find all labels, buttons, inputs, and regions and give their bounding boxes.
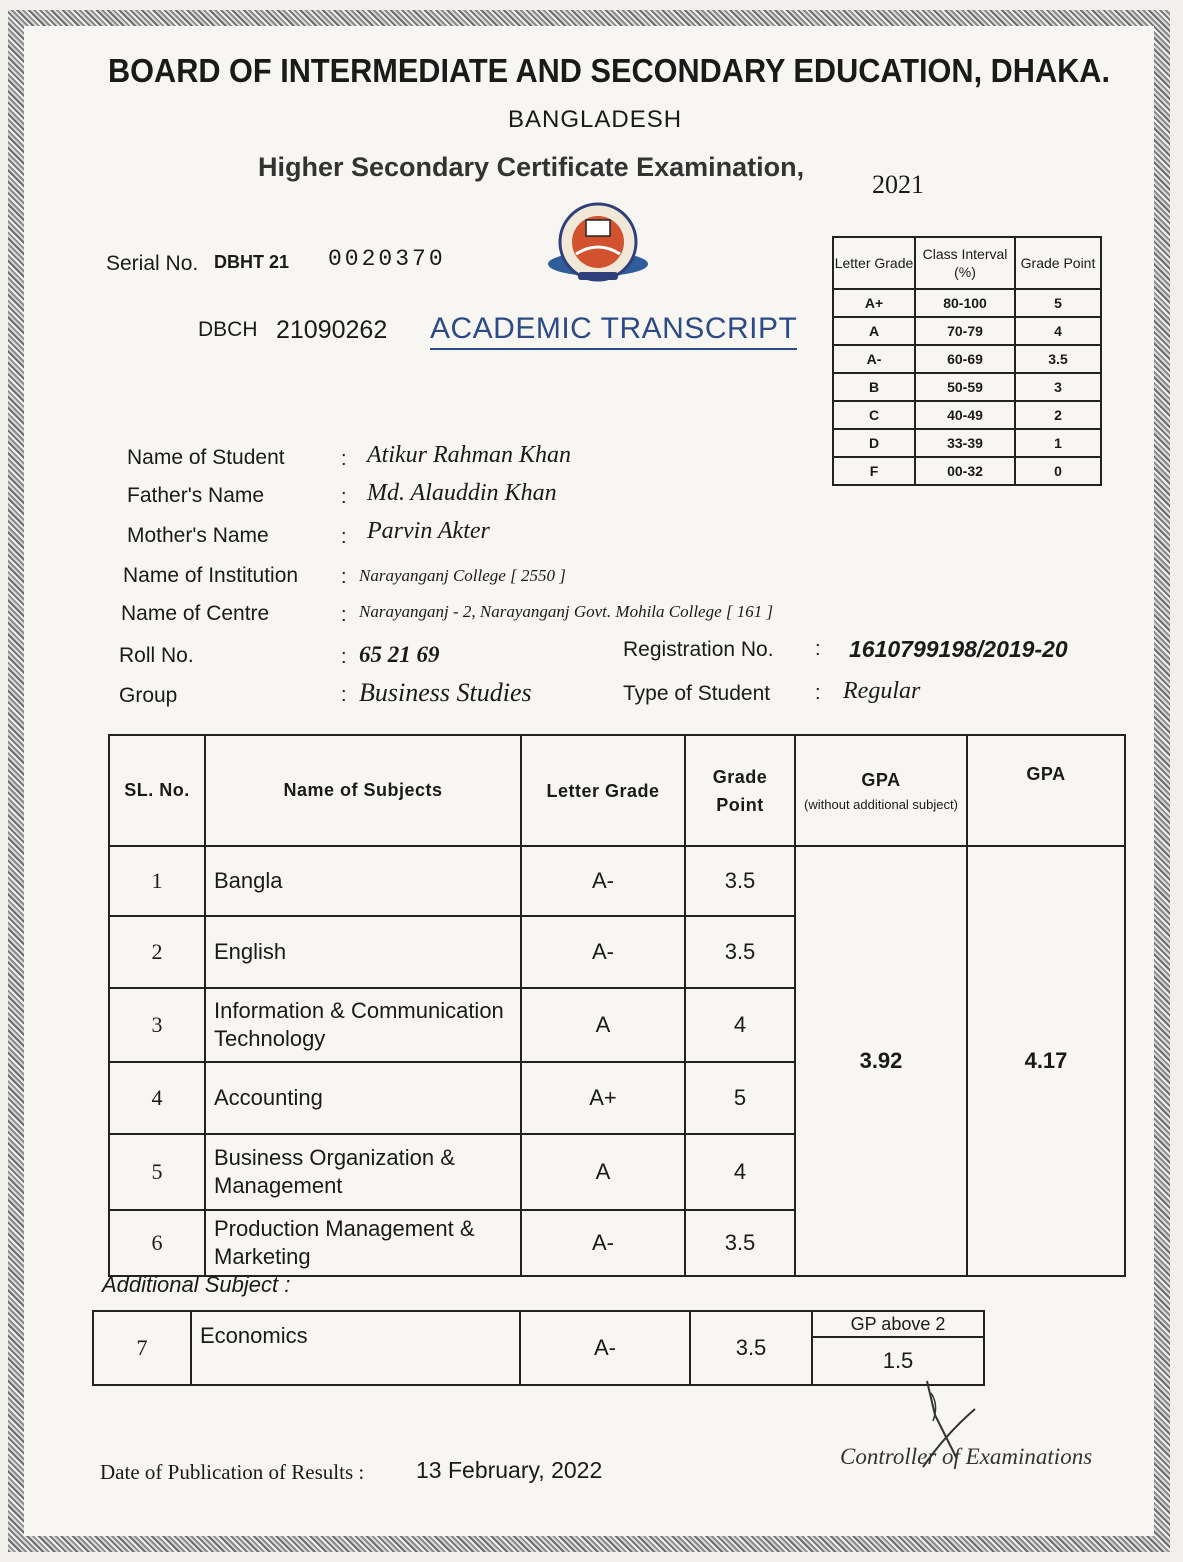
row-subject: English (205, 916, 521, 988)
student-type-label: Type of Student (623, 682, 771, 705)
row-letter-grade: A (521, 1134, 685, 1210)
grade-scale-header: Letter Grade (833, 237, 915, 289)
centre-label: Name of Centre (121, 602, 270, 625)
serial-number: 0020370 (328, 246, 446, 272)
board-name: BOARD OF INTERMEDIATE AND SECONDARY EDUCATION, DHAKA. (108, 52, 1110, 89)
grade-scale-cell: 80-100 (915, 289, 1015, 317)
grade-scale-row (833, 289, 1101, 317)
centre-name: Narayanganj - 2, Narayanganj Govt. Mohila College [ 161 ] (359, 602, 774, 621)
grade-scale-cell: A- (833, 345, 915, 373)
row-sl: 5 (109, 1134, 205, 1210)
colon: : (815, 682, 821, 704)
grade-scale-cell: 70-79 (915, 317, 1015, 345)
row-letter-grade: A (521, 988, 685, 1062)
grade-scale-cell: A+ (833, 289, 915, 317)
father-label: Father's Name (127, 484, 265, 507)
registration-label: Registration No. (623, 638, 774, 661)
results-table (108, 734, 1126, 1277)
grade-scale-cell: 40-49 (915, 401, 1015, 429)
grade-scale-row (833, 317, 1101, 345)
grade-scale-cell: 00-32 (915, 457, 1015, 485)
grade-scale-cell: B (833, 373, 915, 401)
row-grade-point: 3.5 (690, 1311, 812, 1385)
student-name: Atikur Rahman Khan (367, 442, 571, 468)
registration-number: 1610799198/2019-20 (849, 636, 1068, 662)
gp-above-cell (812, 1311, 984, 1385)
row-subject: Accounting (205, 1062, 521, 1134)
row-grade-point: 3.5 (685, 916, 795, 988)
colon: : (341, 646, 347, 668)
student-type: Regular (843, 678, 921, 704)
header-grade-point: Grade Point (685, 735, 795, 846)
row-letter-grade: A- (521, 1210, 685, 1276)
header-gpa: GPA (967, 735, 1125, 846)
header-subject: Name of Subjects (205, 735, 521, 846)
row-letter-grade: A- (520, 1311, 690, 1385)
additional-subject-label: Additional Subject : (102, 1272, 291, 1297)
row-letter-grade: A- (521, 916, 685, 988)
gpa-without-additional: 3.92 (795, 846, 967, 1276)
table-row (93, 1311, 984, 1385)
transcript-title: ACADEMIC TRANSCRIPT (430, 312, 797, 350)
row-subject: Economics (191, 1311, 520, 1385)
publication-date-label: Date of Publication of Results : (100, 1460, 365, 1484)
header-sl: SL. No. (109, 735, 205, 846)
row-sl: 6 (109, 1210, 205, 1276)
gp-above-value: 1.5 (882, 1348, 914, 1373)
grade-scale-cell: 33-39 (915, 429, 1015, 457)
grade-scale-cell: 4 (1015, 317, 1101, 345)
gpa-value: 4.17 (967, 846, 1125, 1276)
exam-title: Higher Secondary Certificate Examination, (258, 152, 805, 182)
grade-scale-header: Grade Point (1015, 237, 1101, 289)
colon: : (341, 684, 347, 706)
table-row (109, 846, 1125, 916)
row-sl: 4 (109, 1062, 205, 1134)
grade-scale-cell: A (833, 317, 915, 345)
row-letter-grade: A+ (521, 1062, 685, 1134)
colon: : (341, 604, 347, 626)
name-label: Name of Student (127, 446, 285, 469)
grade-scale-row (833, 345, 1101, 373)
colon: : (815, 638, 821, 660)
grade-scale-cell: 3.5 (1015, 345, 1101, 373)
serial-label: Serial No. (106, 252, 199, 275)
grade-scale-cell: C (833, 401, 915, 429)
grade-scale-cell: 3 (1015, 373, 1101, 401)
grade-scale-cell: 0 (1015, 457, 1101, 485)
institution-label: Name of Institution (123, 564, 299, 587)
additional-subject-table (92, 1310, 985, 1386)
grade-scale-row (833, 401, 1101, 429)
grade-scale-cell: 60-69 (915, 345, 1015, 373)
grade-scale-cell: 5 (1015, 289, 1101, 317)
header-letter-grade: Letter Grade (521, 735, 685, 846)
father-name: Md. Alauddin Khan (367, 480, 557, 506)
dbch-label: DBCH (198, 318, 258, 341)
row-sl: 2 (109, 916, 205, 988)
colon: : (341, 448, 347, 470)
group-name: Business Studies (359, 678, 532, 707)
board-seal-icon (546, 202, 650, 286)
roll-number: 65 21 69 (359, 642, 440, 667)
row-sl: 7 (93, 1311, 191, 1385)
institution-name: Narayanganj College [ 2550 ] (359, 566, 566, 585)
colon: : (341, 566, 347, 588)
grade-scale-header: Class Interval (%) (915, 237, 1015, 289)
grade-scale-cell: F (833, 457, 915, 485)
mother-name: Parvin Akter (367, 518, 490, 544)
row-subject: Production Management & Marketing (205, 1210, 521, 1276)
row-grade-point: 3.5 (685, 1210, 795, 1276)
row-grade-point: 4 (685, 1134, 795, 1210)
row-grade-point: 3.5 (685, 846, 795, 916)
grade-scale-cell: 1 (1015, 429, 1101, 457)
country: BANGLADESH (508, 106, 683, 133)
gp-above-label: GP above 2 (813, 1312, 983, 1338)
grade-scale-cell: 2 (1015, 401, 1101, 429)
publication-date: 13 February, 2022 (416, 1457, 603, 1483)
roll-label: Roll No. (119, 644, 194, 667)
row-grade-point: 4 (685, 988, 795, 1062)
exam-year: 2021 (872, 170, 924, 199)
grade-scale-row (833, 373, 1101, 401)
row-sl: 1 (109, 846, 205, 916)
header-gpa-without (795, 735, 967, 846)
colon: : (341, 526, 347, 548)
row-grade-point: 5 (685, 1062, 795, 1134)
controller-of-examinations: Controller of Examinations (840, 1444, 1093, 1469)
grade-scale-cell: D (833, 429, 915, 457)
header-gpa-without-label: GPA (861, 769, 901, 790)
row-subject: Business Organization & Management (205, 1134, 521, 1210)
dbch-number: 21090262 (276, 316, 388, 344)
row-letter-grade: A- (521, 846, 685, 916)
colon: : (341, 486, 347, 508)
results-header-row (109, 735, 1125, 846)
row-sl: 3 (109, 988, 205, 1062)
mother-label: Mother's Name (127, 524, 269, 547)
row-subject: Information & Communication Technology (205, 988, 521, 1062)
serial-code: DBHT 21 (214, 252, 290, 272)
header-gpa-note: (without additional subject) (804, 796, 958, 812)
group-label: Group (119, 684, 178, 707)
grade-scale-cell: 50-59 (915, 373, 1015, 401)
row-subject: Bangla (205, 846, 521, 916)
